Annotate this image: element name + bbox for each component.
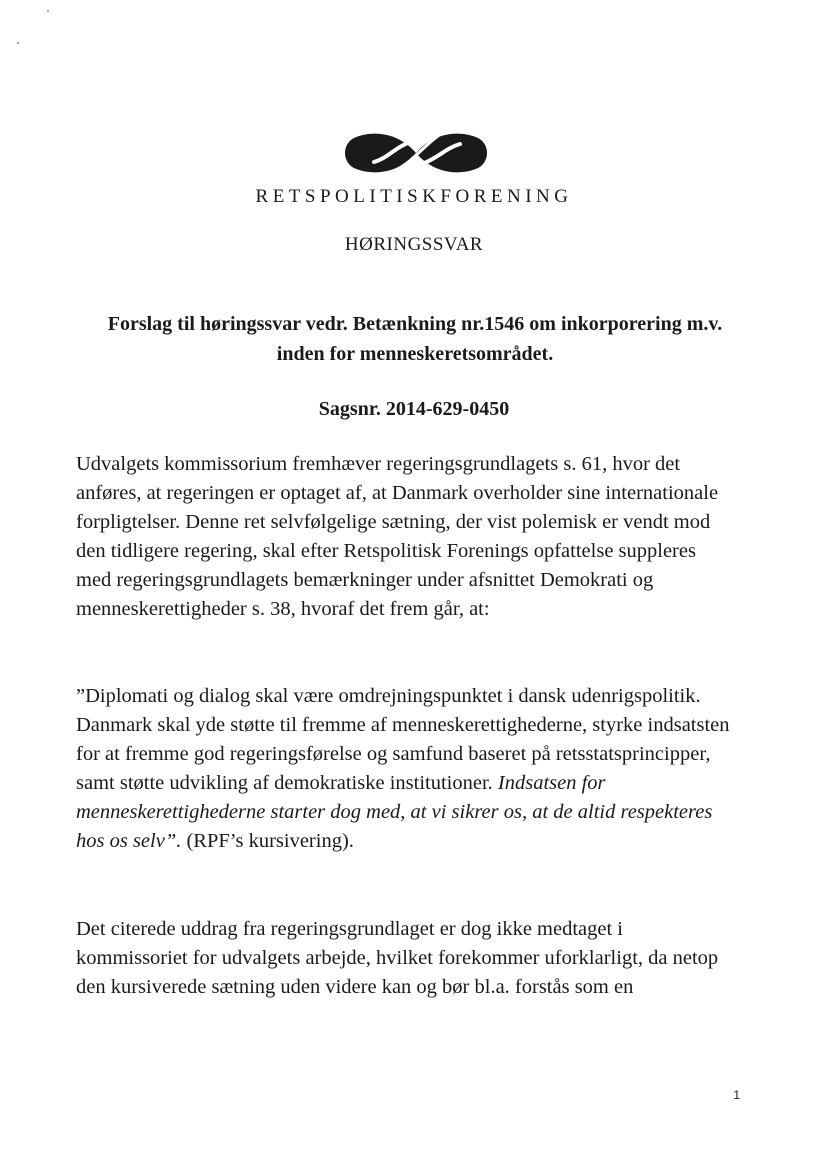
quote-italic-text: Indsatsen for menneskerettighederne starter dog med, at vi sikrer os, at de altid respekteres hos os selv”. [76, 772, 713, 852]
body-paragraph-1: Udvalgets kommissorium fremhæver regeringsgrundlagets s. 61, hvor det anføres, at regeringen er optaget af, at Danmark overholder sine internationale forpligtelser. Denne ret selvfølgelige sætning, der vist polemisk er vendt mod den tidligere regering, skal efter Retspolitisk Forenings opfattelse suppleres med regeringsgrundlagets bemærkninger under afsnittet Demokrati og menneskerettigheder s. 38, hvoraf det frem går, at: [76, 453, 719, 620]
scan-speck [17, 42, 19, 44]
scan-speck [47, 10, 49, 12]
body-paragraph-3: Det citerede uddrag fra regeringsgrundlaget er dog ikke medtaget i kommissoriet for udvalgets arbejde, hvilket forekommer uforklarligt, da netop den kursiverede sætning uden videre kan og bør bl.a. forstås som en [76, 918, 719, 998]
page-number: 1 [733, 1088, 740, 1102]
document-type: HØRINGSSVAR [344, 234, 484, 255]
organization-logo-icon [338, 128, 494, 178]
quote-text: ”Diplomati og dialog skal være omdrejningspunktet i dansk udenrigspolitik. Danmark skal yde støtte til fremme af menneskerettighederne, styrke indsatsten for at fremme god regeringsførelse og samfund baseret på retsstatsprincipper, samt støtte udvikling af demokratiske institutioner. [76, 685, 730, 794]
quote-paragraph [76, 682, 736, 856]
document-title: Forslag til høringssvar vedr. Betænkning nr.1546 om inkorporering m.v. inden for menneskeretsområdet. [107, 313, 723, 365]
case-number: Sagsnr. 2014-629-0450 [318, 398, 510, 420]
quote-suffix: (RPF’s kursivering). [181, 830, 354, 852]
organization-name: RETSPOLITISKFORENING [255, 186, 573, 207]
